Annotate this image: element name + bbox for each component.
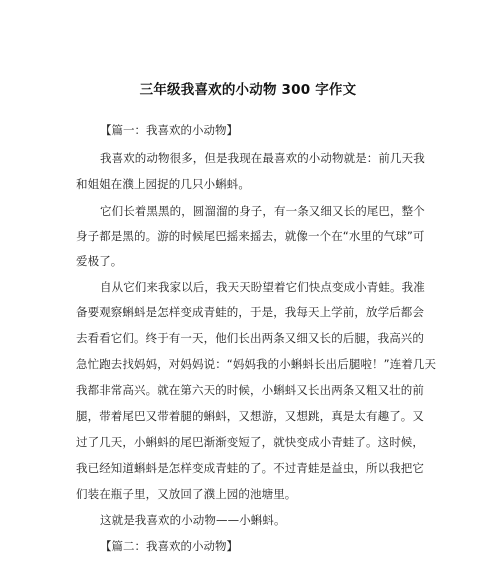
document-title: 三年级我喜欢的小动物 300 字作文 xyxy=(139,82,357,98)
paragraph-line: 和姐姐在濮上园捉的几只小蝌蚪。 xyxy=(76,177,250,191)
paragraph-line: 腿，带着尾巴又带着腿的蝌蚪，又想游，又想跳，真是太有趣了。又 xyxy=(76,409,424,423)
paragraph-line: 它们长着黑黑的，圆溜溜的身子，有一条又细又长的尾巴，整个 xyxy=(100,204,425,218)
paragraph-line: 备要观察蝌蚪是怎样变成青蛙的，于是，我每天上学前，放学后都会 xyxy=(76,305,424,319)
paragraph-line: 们装在瓶子里，又放回了濮上园的池塘里。 xyxy=(76,487,297,501)
paragraph-line: 急忙跑去找妈妈，对妈妈说：“妈妈我的小蝌蚪长出后腿啦！”连着几天 xyxy=(76,357,437,371)
paragraph-line: 自从它们来我家以后，我天天盼望着它们快点变成小青蛙。我准 xyxy=(100,280,425,294)
section-heading-2: 【篇二：我喜欢的小动物】 xyxy=(100,539,238,553)
paragraph-line: 去看看它们。终于有一天，他们长出两条又细又长的后腿，我高兴的 xyxy=(76,331,424,345)
paragraph-line: 身子都是黑的。游的时候尾巴摇来摇去，就像一个在“水里的气球”可 xyxy=(76,229,425,243)
paragraph-line: 爱极了。 xyxy=(76,254,123,268)
paragraph-line: 过了几天，小蝌蚪的尾巴渐渐变短了，就快变成小青蛙了。这时候， xyxy=(76,435,424,449)
paragraph-line: 我已经知道蝌蚪是怎样变成青蛙的了。不过青蛙是益虫，所以我把它 xyxy=(76,461,424,475)
paragraph-line: 我喜欢的动物很多，但是我现在最喜欢的小动物就是：前几天我 xyxy=(100,151,425,165)
paragraph-line: 我都非常高兴。就在第六天的时候，小蝌蚪又长出两条又粗又壮的前 xyxy=(76,383,424,397)
section-heading-1: 【篇一：我喜欢的小动物】 xyxy=(100,123,238,137)
paragraph-line: 这就是我喜欢的小动物——小蝌蚪。 xyxy=(100,513,286,527)
